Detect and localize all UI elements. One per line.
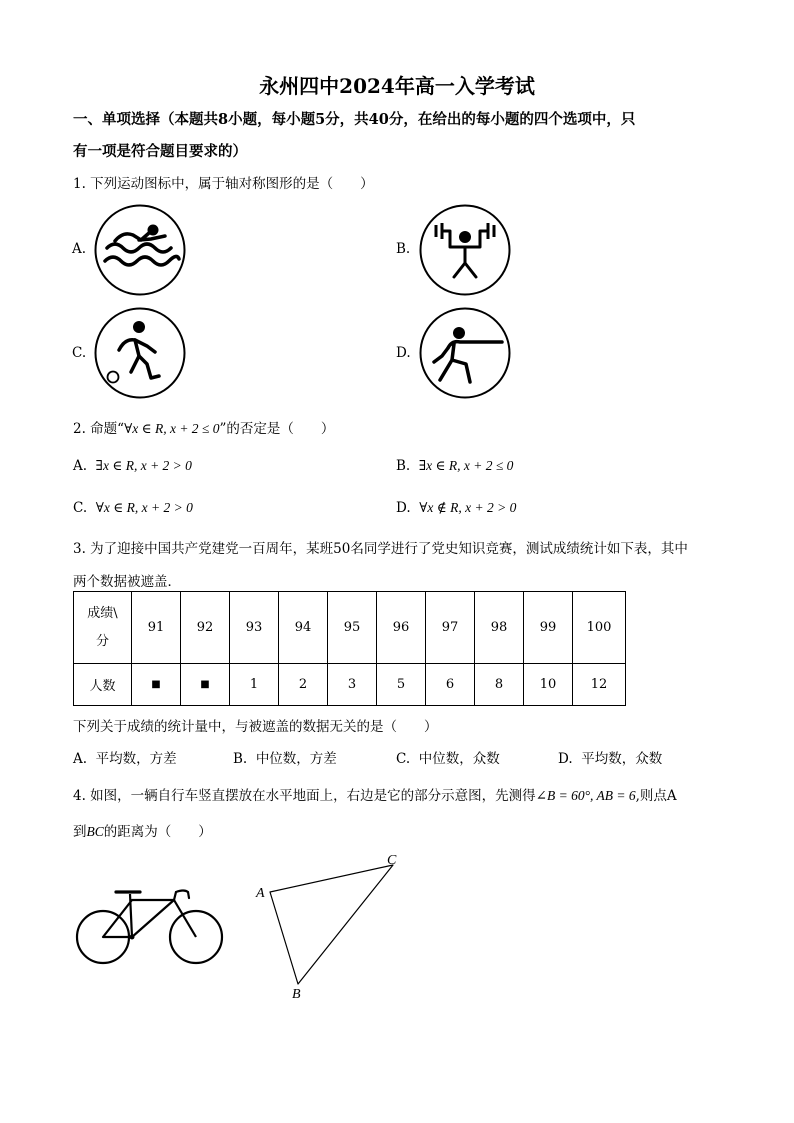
exam-title: 永州四中2024年高一入学考试 xyxy=(259,74,535,98)
q2-option-d-label: D. xyxy=(396,500,411,516)
count-cell-covered: ■ xyxy=(132,664,181,706)
q1-option-b-label: B. xyxy=(396,241,411,257)
q3-option-a xyxy=(73,747,177,767)
q4-stem-formula: ∠B = 60°, AB = 6 xyxy=(535,788,636,803)
count-cell: 3 xyxy=(328,664,377,706)
question-4-stem-line1 xyxy=(73,784,677,804)
shooting-icon xyxy=(418,306,512,400)
q3-option-b-text: 中位数，方差 xyxy=(255,751,337,767)
score-cell: 98 xyxy=(475,592,524,664)
q4-stem-line2-formula: BC xyxy=(86,824,104,839)
q2-option-b xyxy=(396,458,513,474)
q3-option-c-label: C. xyxy=(396,751,411,767)
q3-option-d-label: D. xyxy=(558,751,573,767)
score-table xyxy=(73,591,626,706)
q4-stem-text: 4. 如图，一辆自行车竖直摆放在水平地面上，右边是它的部分示意图，先测得 xyxy=(73,788,536,804)
count-cell: 6 xyxy=(426,664,475,706)
q3-option-a-label: A. xyxy=(73,751,88,767)
q1-option-a-label: A. xyxy=(72,241,87,257)
q3-option-c xyxy=(396,747,500,767)
q2-option-a-label: A. xyxy=(73,458,88,474)
swimming-icon xyxy=(93,203,187,297)
q2-stem-suffix: ”的否定是（ ） xyxy=(219,421,335,437)
count-row-label: 人数 xyxy=(74,664,132,706)
bicycle-icon xyxy=(70,880,230,970)
weightlifting-icon xyxy=(418,203,512,297)
q4-stem-line2-prefix: 到 xyxy=(73,824,87,840)
count-cell: 10 xyxy=(524,664,573,706)
score-table-header-row xyxy=(74,592,626,664)
q2-option-b-label: B. xyxy=(396,458,411,474)
count-cell: 8 xyxy=(475,664,524,706)
q2-option-a xyxy=(73,458,192,474)
q2-stem-prefix: 2. 命题“ xyxy=(73,421,125,437)
triangle-abc-figure xyxy=(250,848,410,1008)
score-cell: 97 xyxy=(426,592,475,664)
q4-stem-line2-suffix: 的距离为（ ） xyxy=(103,824,212,840)
count-cell: 12 xyxy=(573,664,626,706)
vertex-c-label: C xyxy=(387,853,397,868)
question-3-subquestion: 下列关于成绩的统计量中，与被遮盖的数据无关的是（ ） xyxy=(73,719,438,735)
score-header-label-line1: 成绩\ xyxy=(87,605,118,621)
count-cell: 5 xyxy=(377,664,426,706)
score-cell: 100 xyxy=(573,592,626,664)
score-header-label xyxy=(74,592,132,664)
vertex-b-label: B xyxy=(292,987,301,1002)
count-table-row xyxy=(74,664,626,706)
q2-option-c xyxy=(73,500,193,516)
count-cell-covered: ■ xyxy=(181,664,230,706)
q2-option-c-label: C. xyxy=(73,500,88,516)
question-2-stem xyxy=(73,417,334,437)
q3-option-d-text: 平均数，众数 xyxy=(581,751,663,767)
score-cell: 91 xyxy=(132,592,181,664)
section-header-line2: 有一项是符合题目要求的） xyxy=(73,143,247,160)
vertex-a-label: A xyxy=(256,886,265,901)
score-cell: 94 xyxy=(279,592,328,664)
q2-option-d xyxy=(396,500,516,516)
score-cell: 95 xyxy=(328,592,377,664)
score-cell: 96 xyxy=(377,592,426,664)
q2-stem-formula: ∀x ∈ R, x + 2 ≤ 0 xyxy=(124,421,220,436)
q2-option-a-text: ∃x ∈ R, x + 2 > 0 xyxy=(95,458,192,473)
running-icon xyxy=(93,306,187,400)
score-header-label-line2: 分 xyxy=(95,633,109,649)
question-1-stem: 1. 下列运动图标中，属于轴对称图形的是（ ） xyxy=(73,176,374,192)
q1-option-c-label: C. xyxy=(72,345,87,361)
q3-option-b xyxy=(233,747,337,767)
q3-option-c-text: 中位数，众数 xyxy=(418,751,500,767)
q3-option-a-text: 平均数，方差 xyxy=(95,751,177,767)
q2-option-c-text: ∀x ∈ R, x + 2 > 0 xyxy=(95,500,193,515)
section-header-line1: 一、单项选择（本题共8小题，每小题5分，共40分，在给出的每小题的四个选项中，只 xyxy=(73,111,636,128)
count-cell: 1 xyxy=(230,664,279,706)
q3-option-b-label: B. xyxy=(233,751,248,767)
question-3-stem-line1: 3. 为了迎接中国共产党建党一百周年，某班50名同学进行了党史知识竞赛，测试成绩统计如下表，其中 xyxy=(73,541,688,557)
score-cell: 92 xyxy=(181,592,230,664)
q3-option-d xyxy=(558,747,662,767)
score-cell: 93 xyxy=(230,592,279,664)
question-4-stem-line2 xyxy=(73,820,212,840)
q1-option-d-label: D. xyxy=(396,345,411,361)
q2-option-b-text: ∃x ∈ R, x + 2 ≤ 0 xyxy=(418,458,514,473)
count-cell: 2 xyxy=(279,664,328,706)
score-cell: 99 xyxy=(524,592,573,664)
q4-stem-suffix: ,则点A xyxy=(635,788,677,804)
question-3-stem-line2: 两个数据被遮盖． xyxy=(73,574,181,590)
q2-option-d-text: ∀x ∉ R, x + 2 > 0 xyxy=(419,500,517,515)
